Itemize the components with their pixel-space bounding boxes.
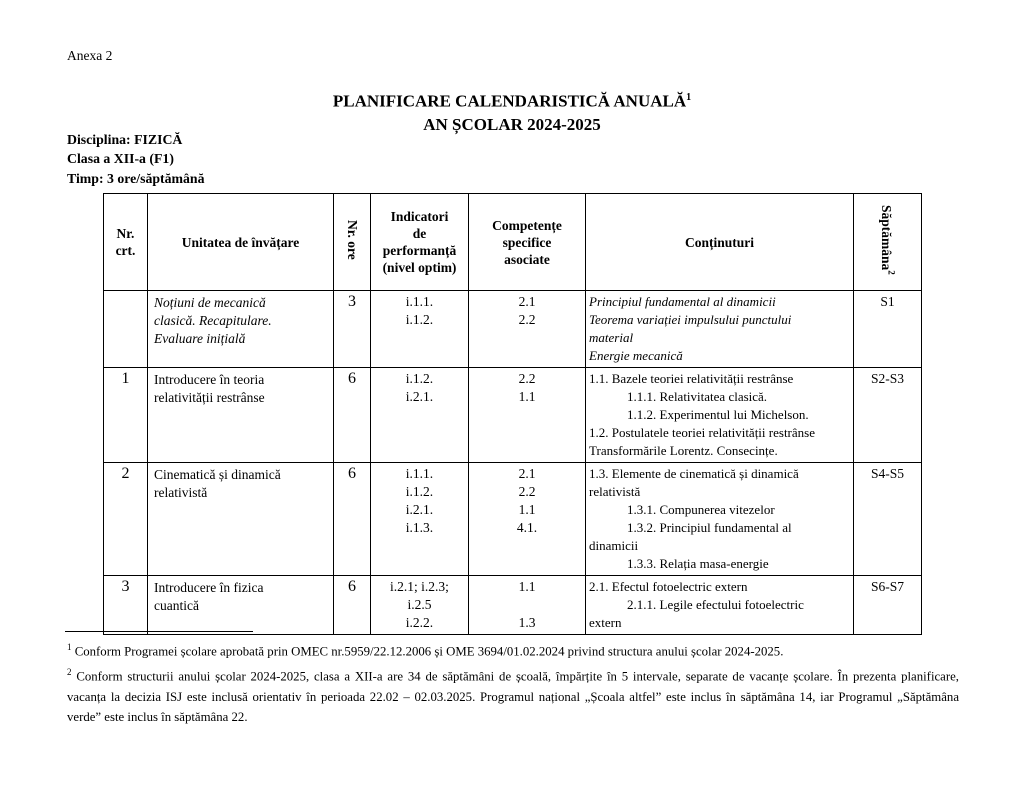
- table-row: [104, 368, 922, 463]
- saptamana-footnote-ref: 2: [886, 270, 897, 275]
- content-line: relativistă: [589, 484, 641, 499]
- content-line: 2.1. Efectul fotoelectric extern: [589, 579, 748, 594]
- table-row: [104, 463, 922, 576]
- content-line: Energie mecanică: [589, 348, 683, 363]
- footnote-separator: [65, 631, 253, 632]
- cell-competente: 2.2 1.1: [469, 368, 586, 463]
- cell-nr-ore: 6: [334, 368, 371, 463]
- footnote: [67, 662, 959, 728]
- content-line: 1.3.1. Compunerea vitezelor: [627, 502, 775, 517]
- col-header-saptamana-text: [880, 205, 896, 275]
- cell-nr-crt: 1: [104, 368, 148, 463]
- cell-continuturi: [586, 576, 854, 635]
- meta-discipline: Disciplina: FIZICĂ: [67, 132, 183, 147]
- cell-unitatea: Introducere în fizica cuantică: [148, 576, 334, 635]
- cell-competente: 1.1 1.3: [469, 576, 586, 635]
- content-line: 1.1.2. Experimentul lui Michelson.: [627, 407, 809, 422]
- footnote: [67, 637, 959, 662]
- content-line: 1.3.3. Relația masa-energie: [627, 556, 769, 571]
- cell-competente: 2.1 2.2 1.1 4.1.: [469, 463, 586, 576]
- content-line: extern: [589, 615, 622, 630]
- title-block: [0, 86, 1024, 136]
- footnote-text: Conform Programei școlare aprobată prin OMEC nr.5959/22.12.2006 și OME 3694/01.02.2024 privind structura anului școlar 2024-2025.: [71, 644, 784, 659]
- cell-continuturi: [586, 463, 854, 576]
- col-header-nr-ore: [334, 194, 371, 291]
- cell-nr-crt: [104, 291, 148, 368]
- table-header: [104, 194, 922, 291]
- cell-continuturi: [586, 291, 854, 368]
- col-header-nr-ore-text: Nr. ore: [344, 220, 360, 260]
- meta-class: Clasa a XII-a (F1): [67, 151, 174, 167]
- cell-nr-ore: 6: [334, 576, 371, 635]
- meta-time: Timp: 3 ore/săptămână: [67, 170, 205, 186]
- cell-nr-ore: 3: [334, 291, 371, 368]
- content-line: 2.1.1. Legile efectului fotoelectric: [627, 597, 804, 612]
- footnote-marker: 1: [67, 642, 72, 652]
- cell-indicatori: i.1.1. i.1.2.: [371, 291, 469, 368]
- col-header-saptamana-word: Săptămâna: [879, 205, 894, 271]
- content-line: 1.3. Elemente de cinematică și dinamică: [589, 466, 799, 481]
- cell-saptamana: S2-S3: [854, 368, 922, 463]
- title-footnote-ref: 1: [686, 92, 692, 103]
- content-line: 1.1.1. Relativitatea clasică.: [627, 389, 768, 404]
- content-line: material: [589, 330, 634, 345]
- cell-nr-crt: 2: [104, 463, 148, 576]
- table-body: [104, 291, 922, 635]
- content-line: Transformările Lorentz. Consecințe.: [589, 443, 778, 458]
- header-row: [104, 194, 922, 291]
- cell-indicatori: i.1.2. i.2.1.: [371, 368, 469, 463]
- table-row: [104, 291, 922, 368]
- cell-competente: 2.1 2.2: [469, 291, 586, 368]
- cell-saptamana: S1: [854, 291, 922, 368]
- content-line: dinamicii: [589, 538, 639, 553]
- cell-indicatori: i.1.1. i.1.2. i.2.1. i.1.3.: [371, 463, 469, 576]
- content-line: Teorema variației impulsului punctului: [589, 312, 792, 327]
- planning-table: [103, 193, 922, 635]
- col-header-competente: Competențe specifice asociate: [469, 194, 586, 291]
- cell-indicatori: i.2.1; i.2.3; i.2.5 i.2.2.: [371, 576, 469, 635]
- meta-block: [67, 130, 204, 188]
- content-line: 1.1. Bazele teoriei relativității restrânse: [589, 371, 794, 386]
- cell-unitatea: Introducere în teoria relativității restrânse: [148, 368, 334, 463]
- footnote-text: Conform structurii anului școlar 2024-2025, clasa a XII-a are 34 de săptămâni de școală, împărțite în 5 intervale, separate de vacanțe școlare. În prezenta planificare, vacanța la decizia ISJ este inclusă orientativ în perioada 22.02 – 02.03.2025. Programul național „Școala altfel” este inclus în săptămâna 14, iar Programul „Săptămâna verde” este inclus în săptămâna 22.: [67, 669, 959, 725]
- page-title-text: PLANIFICARE CALENDARISTICĂ ANUALĂ: [332, 91, 687, 111]
- annex-label: Anexa 2: [67, 48, 113, 63]
- cell-nr-crt: 3: [104, 576, 148, 635]
- footnote-marker: 2: [67, 666, 72, 677]
- col-header-saptamana: [854, 194, 922, 291]
- col-header-continuturi: Conținuturi: [586, 194, 854, 291]
- cell-saptamana: S6-S7: [854, 576, 922, 635]
- cell-unitatea: Noțiuni de mecanică clasică. Recapitulare. Evaluare inițială: [148, 291, 334, 368]
- col-header-unitatea: Unitatea de învățare: [148, 194, 334, 291]
- cell-continuturi: [586, 368, 854, 463]
- cell-saptamana: S4-S5: [854, 463, 922, 576]
- col-header-indicatori: Indicatori de performanță (nivel optim): [371, 194, 469, 291]
- cell-unitatea: Cinematică și dinamică relativistă: [148, 463, 334, 576]
- content-line: 1.3.2. Principiul fundamental al: [627, 520, 792, 535]
- page-title: [0, 86, 1024, 113]
- content-line: 1.2. Postulatele teoriei relativității restrânse: [589, 425, 815, 440]
- col-header-nr-crt: Nr. crt.: [104, 194, 148, 291]
- page-subtitle: AN ȘCOLAR 2024-2025: [423, 114, 601, 134]
- content-line: Principiul fundamental al dinamicii: [589, 294, 776, 309]
- table-row: [104, 576, 922, 635]
- cell-nr-ore: 6: [334, 463, 371, 576]
- footnotes: [67, 637, 959, 728]
